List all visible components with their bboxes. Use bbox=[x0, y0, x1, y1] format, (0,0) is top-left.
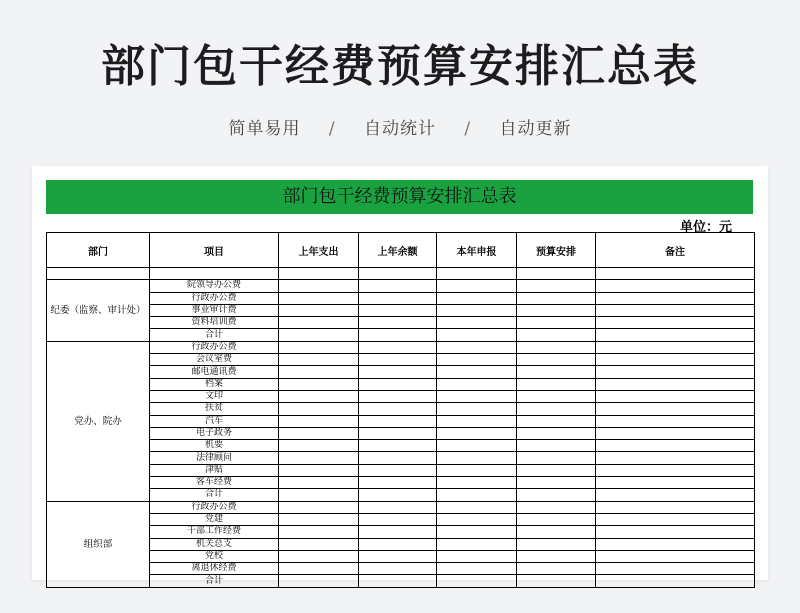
item-cell[interactable]: 电子政务 bbox=[150, 427, 279, 439]
table-row bbox=[47, 526, 755, 538]
item-cell[interactable]: 法律顾问 bbox=[150, 452, 279, 464]
current-year-request-cell[interactable] bbox=[437, 292, 517, 304]
prev-year-expense-cell[interactable] bbox=[279, 366, 359, 378]
current-year-request-cell[interactable] bbox=[437, 440, 517, 452]
table-row bbox=[47, 513, 755, 525]
table-row bbox=[47, 317, 755, 329]
budget-allocation-cell[interactable] bbox=[517, 292, 596, 304]
item-cell[interactable]: 邮电通讯费 bbox=[150, 366, 279, 378]
table-row bbox=[47, 354, 755, 366]
remarks-cell[interactable] bbox=[596, 268, 755, 280]
item-cell[interactable]: 会议室费 bbox=[150, 354, 279, 366]
current-year-request-cell[interactable] bbox=[437, 427, 517, 439]
current-year-request-cell[interactable] bbox=[437, 390, 517, 402]
table-row bbox=[47, 329, 755, 341]
table-row bbox=[47, 452, 755, 464]
current-year-request-cell[interactable] bbox=[437, 354, 517, 366]
item-cell[interactable]: 合计 bbox=[150, 575, 279, 587]
table-row bbox=[47, 304, 755, 316]
budget-allocation-cell[interactable] bbox=[517, 489, 596, 501]
current-year-request-cell[interactable] bbox=[437, 563, 517, 575]
current-year-request-cell[interactable] bbox=[437, 464, 517, 476]
prev-year-expense-cell[interactable] bbox=[279, 378, 359, 390]
current-year-request-cell[interactable] bbox=[437, 538, 517, 550]
current-year-request-cell[interactable] bbox=[437, 415, 517, 427]
table-row bbox=[47, 415, 755, 427]
prev-year-balance-cell[interactable] bbox=[359, 292, 437, 304]
item-cell[interactable]: 行政办公费 bbox=[150, 501, 279, 513]
feature-tagline bbox=[0, 114, 800, 139]
prev-year-balance-cell[interactable] bbox=[359, 575, 437, 587]
current-year-request-cell[interactable] bbox=[437, 329, 517, 341]
prev-year-expense-cell[interactable] bbox=[279, 440, 359, 452]
current-year-request-cell[interactable] bbox=[437, 268, 517, 280]
item-cell[interactable]: 行政办公费 bbox=[150, 292, 279, 304]
prev-year-expense-cell[interactable] bbox=[279, 341, 359, 353]
budget-allocation-cell[interactable] bbox=[517, 550, 596, 562]
budget-allocation-cell[interactable] bbox=[517, 513, 596, 525]
item-cell[interactable]: 党建 bbox=[150, 513, 279, 525]
prev-year-balance-cell[interactable] bbox=[359, 354, 437, 366]
prev-year-expense-cell[interactable] bbox=[279, 489, 359, 501]
budget-allocation-cell[interactable] bbox=[517, 464, 596, 476]
budget-allocation-cell[interactable] bbox=[517, 268, 596, 280]
table-row bbox=[47, 403, 755, 415]
prev-year-expense-cell[interactable] bbox=[279, 575, 359, 587]
column-header: 预算安排 bbox=[517, 233, 596, 268]
remarks-cell[interactable] bbox=[596, 452, 755, 464]
prev-year-balance-cell[interactable] bbox=[359, 403, 437, 415]
budget-allocation-cell[interactable] bbox=[517, 341, 596, 353]
remarks-cell[interactable] bbox=[596, 329, 755, 341]
budget-allocation-cell[interactable] bbox=[517, 452, 596, 464]
remarks-cell[interactable] bbox=[596, 341, 755, 353]
table-row bbox=[47, 292, 755, 304]
remarks-cell[interactable] bbox=[596, 464, 755, 476]
prev-year-expense-cell[interactable] bbox=[279, 415, 359, 427]
current-year-request-cell[interactable] bbox=[437, 526, 517, 538]
remarks-cell[interactable] bbox=[596, 550, 755, 562]
item-cell[interactable]: 干部工作经费 bbox=[150, 526, 279, 538]
prev-year-expense-cell[interactable] bbox=[279, 427, 359, 439]
budget-allocation-cell[interactable] bbox=[517, 378, 596, 390]
budget-allocation-cell[interactable] bbox=[517, 526, 596, 538]
prev-year-expense-cell[interactable] bbox=[279, 304, 359, 316]
column-header: 上年支出 bbox=[279, 233, 359, 268]
current-year-request-cell[interactable] bbox=[437, 501, 517, 513]
budget-allocation-cell[interactable] bbox=[517, 390, 596, 402]
budget-allocation-cell[interactable] bbox=[517, 317, 596, 329]
prev-year-expense-cell[interactable] bbox=[279, 477, 359, 489]
budget-allocation-cell[interactable] bbox=[517, 538, 596, 550]
item-cell[interactable]: 机关总支 bbox=[150, 538, 279, 550]
item-cell[interactable]: 合计 bbox=[150, 489, 279, 501]
item-cell[interactable]: 资料培训费 bbox=[150, 317, 279, 329]
budget-table bbox=[46, 232, 755, 588]
prev-year-balance-cell[interactable] bbox=[359, 415, 437, 427]
prev-year-expense-cell[interactable] bbox=[279, 280, 359, 292]
prev-year-expense-cell[interactable] bbox=[279, 329, 359, 341]
page-title: 部门包干经费预算安排汇总表 bbox=[101, 41, 699, 92]
prev-year-expense-cell[interactable] bbox=[279, 501, 359, 513]
remarks-cell[interactable] bbox=[596, 501, 755, 513]
prev-year-balance-cell[interactable] bbox=[359, 366, 437, 378]
budget-allocation-cell[interactable] bbox=[517, 354, 596, 366]
prev-year-expense-cell[interactable] bbox=[279, 317, 359, 329]
prev-year-balance-cell[interactable] bbox=[359, 440, 437, 452]
item-cell[interactable]: 汽车 bbox=[150, 415, 279, 427]
remarks-cell[interactable] bbox=[596, 489, 755, 501]
current-year-request-cell[interactable] bbox=[437, 280, 517, 292]
remarks-cell[interactable] bbox=[596, 390, 755, 402]
prev-year-balance-cell[interactable] bbox=[359, 341, 437, 353]
item-cell[interactable]: 党校 bbox=[150, 550, 279, 562]
prev-year-expense-cell[interactable] bbox=[279, 538, 359, 550]
remarks-cell[interactable] bbox=[596, 378, 755, 390]
prev-year-balance-cell[interactable] bbox=[359, 550, 437, 562]
sheet-title-banner: 部门包干经费预算安排汇总表 bbox=[46, 180, 753, 214]
budget-allocation-cell[interactable] bbox=[517, 304, 596, 316]
tag-easy-to-use: 简单易用 bbox=[228, 119, 301, 139]
current-year-request-cell[interactable] bbox=[437, 489, 517, 501]
table-row bbox=[47, 550, 755, 562]
current-year-request-cell[interactable] bbox=[437, 341, 517, 353]
remarks-cell[interactable] bbox=[596, 440, 755, 452]
table-body bbox=[47, 268, 755, 588]
prev-year-expense-cell[interactable] bbox=[279, 390, 359, 402]
prev-year-balance-cell[interactable] bbox=[359, 427, 437, 439]
prev-year-expense-cell[interactable] bbox=[279, 550, 359, 562]
remarks-cell[interactable] bbox=[596, 526, 755, 538]
prev-year-expense-cell[interactable] bbox=[279, 464, 359, 476]
item-cell[interactable]: 津贴 bbox=[150, 464, 279, 476]
remarks-cell[interactable] bbox=[596, 513, 755, 525]
tag-separator: / bbox=[464, 119, 472, 139]
prev-year-expense-cell[interactable] bbox=[279, 452, 359, 464]
item-cell[interactable]: 事业审计费 bbox=[150, 304, 279, 316]
current-year-request-cell[interactable] bbox=[437, 575, 517, 587]
budget-allocation-cell[interactable] bbox=[517, 501, 596, 513]
tag-separator: / bbox=[328, 119, 336, 139]
table-row bbox=[47, 268, 755, 280]
budget-allocation-cell[interactable] bbox=[517, 477, 596, 489]
prev-year-expense-cell[interactable] bbox=[279, 292, 359, 304]
prev-year-balance-cell[interactable] bbox=[359, 563, 437, 575]
remarks-cell[interactable] bbox=[596, 304, 755, 316]
budget-allocation-cell[interactable] bbox=[517, 403, 596, 415]
table-row bbox=[47, 563, 755, 575]
column-header: 项目 bbox=[150, 233, 279, 268]
unit-label: 单位：元 bbox=[679, 220, 732, 235]
remarks-cell[interactable] bbox=[596, 280, 755, 292]
current-year-request-cell[interactable] bbox=[437, 452, 517, 464]
tag-auto-stats: 自动统计 bbox=[364, 119, 436, 139]
column-header: 部门 bbox=[47, 233, 150, 268]
prev-year-balance-cell[interactable] bbox=[359, 304, 437, 316]
table-row bbox=[47, 575, 755, 587]
current-year-request-cell[interactable] bbox=[437, 550, 517, 562]
budget-allocation-cell[interactable] bbox=[517, 563, 596, 575]
current-year-request-cell[interactable] bbox=[437, 304, 517, 316]
prev-year-expense-cell[interactable] bbox=[279, 563, 359, 575]
prev-year-balance-cell[interactable] bbox=[359, 452, 437, 464]
prev-year-balance-cell[interactable] bbox=[359, 280, 437, 292]
table-row bbox=[47, 427, 755, 439]
prev-year-expense-cell[interactable] bbox=[279, 354, 359, 366]
budget-allocation-cell[interactable] bbox=[517, 366, 596, 378]
department-cell[interactable]: 纪委（监察、审计处） bbox=[47, 280, 150, 341]
table-row bbox=[47, 538, 755, 550]
table-row bbox=[47, 366, 755, 378]
remarks-cell[interactable] bbox=[596, 427, 755, 439]
remarks-cell[interactable] bbox=[596, 563, 755, 575]
table-row bbox=[47, 341, 755, 353]
prev-year-balance-cell[interactable] bbox=[359, 489, 437, 501]
prev-year-balance-cell[interactable] bbox=[359, 464, 437, 476]
prev-year-balance-cell[interactable] bbox=[359, 538, 437, 550]
current-year-request-cell[interactable] bbox=[437, 477, 517, 489]
current-year-request-cell[interactable] bbox=[437, 317, 517, 329]
table-row bbox=[47, 501, 755, 513]
table-row bbox=[47, 390, 755, 402]
remarks-cell[interactable] bbox=[596, 477, 755, 489]
current-year-request-cell[interactable] bbox=[437, 378, 517, 390]
table-row bbox=[47, 378, 755, 390]
table-row bbox=[47, 280, 755, 292]
remarks-cell[interactable] bbox=[596, 403, 755, 415]
current-year-request-cell[interactable] bbox=[437, 403, 517, 415]
remarks-cell[interactable] bbox=[596, 415, 755, 427]
prev-year-balance-cell[interactable] bbox=[359, 268, 437, 280]
budget-allocation-cell[interactable] bbox=[517, 280, 596, 292]
remarks-cell[interactable] bbox=[596, 538, 755, 550]
table-row bbox=[47, 440, 755, 452]
tag-auto-update: 自动更新 bbox=[499, 119, 572, 139]
item-cell[interactable]: 扶贫 bbox=[150, 403, 279, 415]
item-cell[interactable] bbox=[150, 268, 279, 280]
current-year-request-cell[interactable] bbox=[437, 366, 517, 378]
remarks-cell[interactable] bbox=[596, 317, 755, 329]
spreadsheet-preview bbox=[32, 166, 768, 586]
table-row bbox=[47, 464, 755, 476]
budget-allocation-cell[interactable] bbox=[517, 575, 596, 587]
prev-year-balance-cell[interactable] bbox=[359, 526, 437, 538]
table-header-row bbox=[47, 233, 755, 268]
item-cell[interactable]: 文印 bbox=[150, 390, 279, 402]
column-header: 本年申报 bbox=[437, 233, 517, 268]
prev-year-expense-cell[interactable] bbox=[279, 513, 359, 525]
table-row bbox=[47, 477, 755, 489]
prev-year-expense-cell[interactable] bbox=[279, 526, 359, 538]
prev-year-balance-cell[interactable] bbox=[359, 378, 437, 390]
remarks-cell[interactable] bbox=[596, 366, 755, 378]
item-cell[interactable]: 行政办公费 bbox=[150, 341, 279, 353]
prev-year-balance-cell[interactable] bbox=[359, 477, 437, 489]
item-cell[interactable]: 合计 bbox=[150, 329, 279, 341]
remarks-cell[interactable] bbox=[596, 292, 755, 304]
department-cell[interactable]: 党办、院办 bbox=[47, 341, 150, 501]
prev-year-balance-cell[interactable] bbox=[359, 501, 437, 513]
budget-allocation-cell[interactable] bbox=[517, 440, 596, 452]
item-cell[interactable]: 院领导办公费 bbox=[150, 280, 279, 292]
item-cell[interactable]: 档案 bbox=[150, 378, 279, 390]
item-cell[interactable]: 机要 bbox=[150, 440, 279, 452]
prev-year-balance-cell[interactable] bbox=[359, 390, 437, 402]
department-cell[interactable]: 组织部 bbox=[47, 501, 150, 587]
prev-year-balance-cell[interactable] bbox=[359, 329, 437, 341]
table-row bbox=[47, 489, 755, 501]
budget-allocation-cell[interactable] bbox=[517, 415, 596, 427]
column-header: 上年余额 bbox=[359, 233, 437, 268]
prev-year-expense-cell[interactable] bbox=[279, 268, 359, 280]
prev-year-balance-cell[interactable] bbox=[359, 513, 437, 525]
department-cell[interactable] bbox=[47, 268, 150, 280]
column-header: 备注 bbox=[596, 233, 755, 268]
item-cell[interactable]: 离退休经费 bbox=[150, 563, 279, 575]
remarks-cell[interactable] bbox=[596, 575, 755, 587]
prev-year-balance-cell[interactable] bbox=[359, 317, 437, 329]
item-cell[interactable]: 客车经费 bbox=[150, 477, 279, 489]
prev-year-expense-cell[interactable] bbox=[279, 403, 359, 415]
remarks-cell[interactable] bbox=[596, 354, 755, 366]
budget-allocation-cell[interactable] bbox=[517, 329, 596, 341]
current-year-request-cell[interactable] bbox=[437, 513, 517, 525]
budget-allocation-cell[interactable] bbox=[517, 427, 596, 439]
